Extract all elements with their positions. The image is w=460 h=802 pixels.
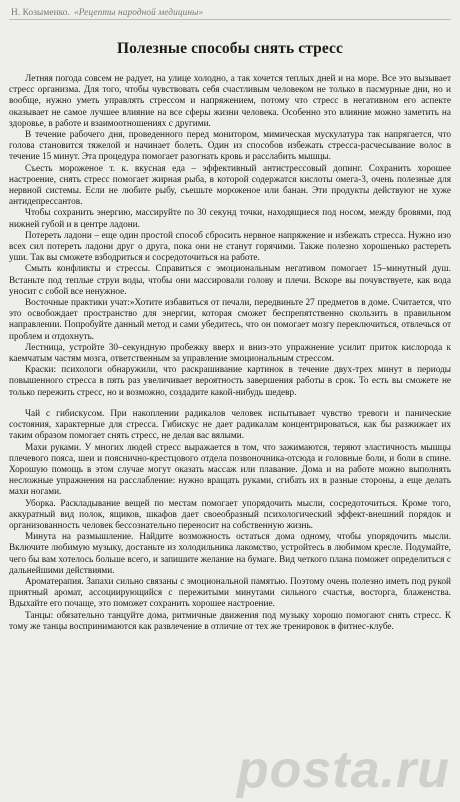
- paragraph: В течение рабочего дня, проведенного перед монитором, мимическая мускулатура так напрягается, что голова становится тяжелой и начинает болеть. Один из способов избежать стресса-расчесывание волос в течение 15 минут. Эта процедура помогает разогнать кровь и расслабить мышцы.: [9, 130, 451, 163]
- article-title: Полезные способы снять стресс: [116, 40, 344, 57]
- paragraph: Потереть ладони – еще один простой способ сбросить нервное напряжение и избежать стресса. Нужно изо всех сил потереть ладони друг о друга, пока они не станут горячими. Также полезно хорошенько растереть уши. Так вы сможете взбодриться и сосредоточиться на работе.: [9, 230, 451, 264]
- article-body: [9, 74, 451, 633]
- paragraph: Смыть конфликты и стрессы. Справиться с эмоциональным негативом помогает 15–минутный душ. Встаньте под теплые струи воды, чтобы они массировали голову и плечи. Вскоре вы почувствуете, как вода уносит с собой все ненужное.: [9, 264, 451, 297]
- paragraph: Лестница, устройте 30–секундную пробежку вверх и вниз-это упражнение усилит приток кислорода к каемчатым частям мозга, ответственным за управление эмоциональным стрессом.: [9, 342, 451, 365]
- paragraph: Минута на размышление. Найдите возможность остаться дома одному, чтобы упорядочить мысли. Включите любимую музыку, достаньте из холодильника лакомство, устройтесь в любимом кресле. Подумайте, чего бы вам хотелось больше всего, и запишите желание на бумаге. Вид четкого плана поможет определиться с дальнейшими действиями.: [9, 532, 451, 576]
- paragraph: Краски: психологи обнаружили, что раскрашивание картинок в течение двух-трех минут в периоды повышенного стресса в пять раз увеличивает вероятность завершения работы в срок. То есть вы сможете не только пережить стресс, но и возможно, создадите какой-нибудь шедевр.: [9, 365, 451, 398]
- paragraph: Танцы: обязательно танцуйте дома, ритмичные движения под музыку хорошо помогают снять стресс. К тому же танцы воспринимаются как развлечение в отличие от тех же тренировок в фитнес-клубе.: [9, 610, 451, 632]
- paragraph: Чтобы сохранить энергию, массируйте по 30 секунд точки, находящиеся под носом, между бровями, под нижней губой и в центре ладони.: [9, 208, 451, 230]
- paragraph: Летняя погода совсем не радует, на улице холодно, а так хочется теплых дней и на море. Все это вызывает стресс организма. Для того, чтобы чувствовать себя счастливым человеком не только в пасмурные дни, но и вообще, нужно уметь управлять стрессом и напряжением, потому что стресс в негативном его аспекте оказывает не самое лучшее влияние на все сферы жизни человека. Особенно это влияние можно заметить на здоровье, в работе и взаимоотношениях с другими.: [9, 74, 451, 129]
- running-header: [9, 0, 451, 20]
- paragraph: Уборка. Раскладывание вещей по местам помогает упорядочить мысли, сосредоточиться. Кроме того, аккуратный вид полок, ящиков, шкафов дает своеобразный психологический эффект-внешний порядок и организованность человек бессознательно переносит на собственную жизнь.: [9, 498, 451, 531]
- paragraph: Ароматерапия. Запахи сильно связаны с эмоциональной памятью. Поэтому очень полезно иметь под рукой приятный аромат, ассоциирующийся с пережитыми минутами сильного счастья, восторга, блаженства. Вдыхайте его почаще, это поможет сохранить хорошее настроение.: [9, 576, 451, 610]
- paragraph: Съесть мороженое т. к. вкусная еда – эффективный антистрессовый допинг. Сохранить хорошее настроение, снять стресс помогает жирная рыба, в которой содержатся кислоты омега-3, очень полезные для нервной системы. Если не любите рыбу, съешьте мороженое или банан. Эти продукты действуют не хуже антидепрессантов.: [9, 163, 451, 208]
- header-author: Н. Козыменко.: [11, 8, 70, 18]
- paragraph: Махи руками. У многих людей стресс выражается в том, что зажимаются, теряют эластичность мышцы плечевого пояса, шеи и пояснично-крестцового отдела позвоночника-отсюда и головные боли, и боли в спине. Хорошую помощь в этом случае могут оказать массаж или плавание. Дома и на работе можно выполнять несложные упражнения на расслабление: нужно вращать руками, сгибать их в разные стороны, а еще делать махи ногами.: [9, 442, 451, 498]
- paragraph: Чай с гибискусом. При накоплении радикалов человек испытывает чувство тревоги и панические состояния, характерные для стресса. Гибискус не дает радикалам концентрироваться, как бы разжижает их таким образом помогает снять стресс, не делая вас вялыми.: [9, 408, 451, 442]
- header-book-title: «Рецепты народной медицины»: [73, 8, 204, 18]
- paragraph: Восточные практики учат:»Хотите избавиться от печали, передвиньте 27 предметов в доме. Считается, что это освобождает пространство для энергии, которая сможет беспрепятственно скользить в правильном направлении. Попробуйте данный метод и сами убедитесь, что он помогает мозгу переключиться, отвлечься от проблем и отдохнуть.: [9, 298, 451, 342]
- watermark-logo: posta.ru: [236, 741, 450, 799]
